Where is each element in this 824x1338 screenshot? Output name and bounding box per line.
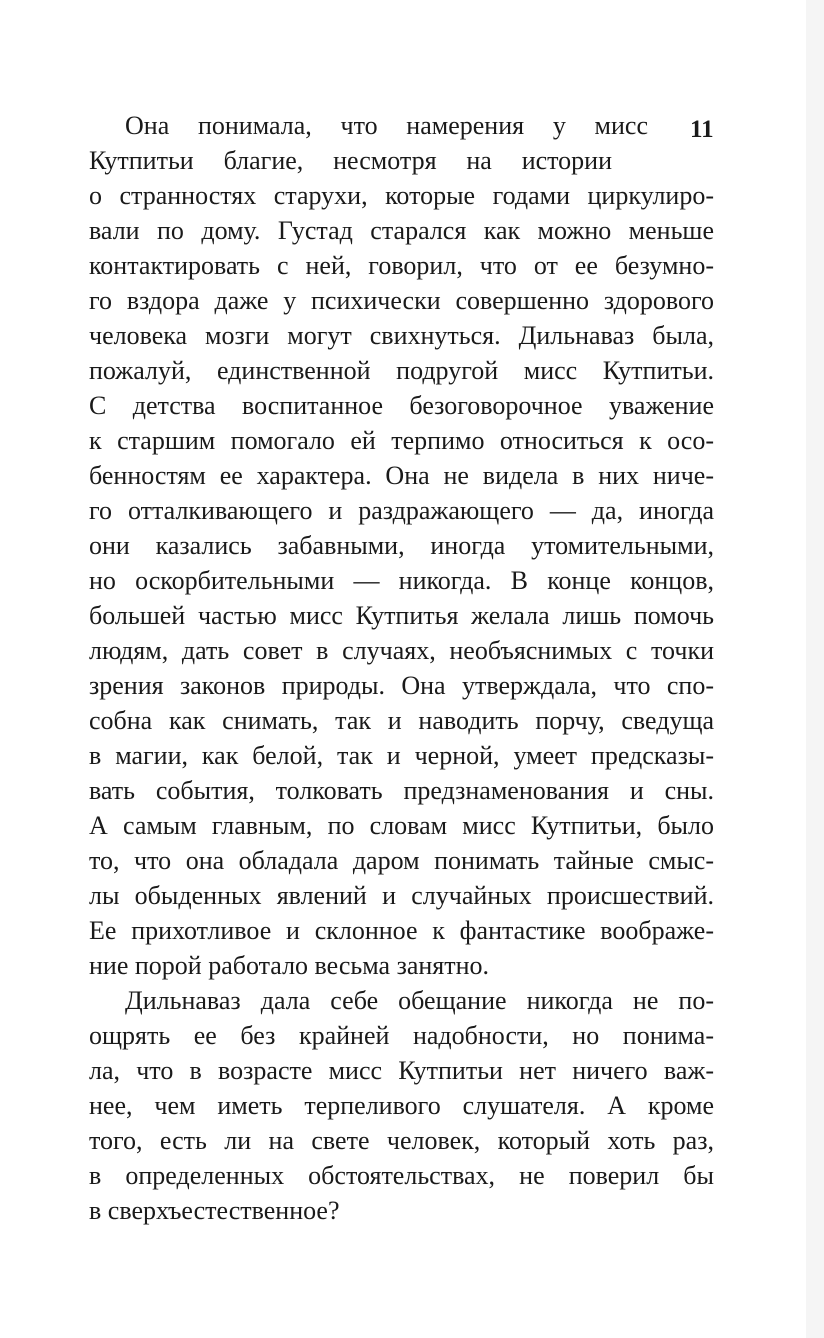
scrollbar-track[interactable] <box>806 0 824 1338</box>
text-line: большей частью мисс Кутпитья желала лишь помочь <box>89 601 714 630</box>
text-line: в сверхъестественное? <box>89 1196 340 1225</box>
text-line: пожалуй, единственной подругой мисс Кутпитьи. <box>89 356 714 385</box>
page-number: 11 <box>690 116 714 143</box>
text-line: Она понимала, что намерения у мисс <box>125 111 648 140</box>
text-line: ние порой работало весьма занятно. <box>89 951 490 980</box>
text-line: Дильнаваз дала себе обещание никогда не по- <box>125 986 714 1015</box>
text-line: о странностях старухи, которые годами циркулиро- <box>89 181 714 210</box>
text-line: к старшим помогало ей терпимо относиться к осо- <box>89 426 714 455</box>
text-body <box>89 108 714 1228</box>
text-line: контактировать с ней, говорил, что от ее безумно- <box>89 251 714 280</box>
text-line: собна как снимать, так и наводить порчу, сведуща <box>89 706 714 735</box>
text-line: бенностям ее характера. Она не видела в них ниче- <box>89 461 714 490</box>
text-line: в определенных обстоятельствах, не поверил бы <box>89 1161 714 1190</box>
text-line: но оскорбительными — никогда. В конце концов, <box>89 566 714 595</box>
text-line: вать события, толковать предзнаменования и сны. <box>89 776 714 805</box>
text-line: А самым главным, по словам мисс Кутпитьи, было <box>89 811 714 840</box>
text-line: нее, чем иметь терпеливого слушателя. А кроме <box>89 1091 714 1120</box>
text-line: го вздора даже у психически совершенно здорового <box>89 286 714 315</box>
text-line: они казались забавными, иногда утомительными, <box>89 531 714 560</box>
text-line: ощрять ее без крайней надобности, но понима- <box>89 1021 714 1050</box>
text-line: Кутпитьи благие, несмотря на истории <box>89 146 612 175</box>
text-line: лы обыденных явлений и случайных происшествий. <box>89 881 714 910</box>
text-line: людям, дать совет в случаях, необъяснимых с точки <box>89 636 714 665</box>
text-line: зрения законов природы. Она утверждала, что спо- <box>89 671 714 700</box>
text-line: Ее прихотливое и склонное к фантастике воображе- <box>89 916 714 945</box>
text-line: в магии, как белой, так и черной, умеет предсказы- <box>89 741 714 770</box>
text-line: того, есть ли на свете человек, который хоть раз, <box>89 1126 714 1155</box>
text-line: ла, что в возрасте мисс Кутпитьи нет ничего важ- <box>89 1056 714 1085</box>
text-line: человека мозги могут свихнуться. Дильнаваз была, <box>89 321 714 350</box>
text-line: С детства воспитанное безоговорочное уважение <box>89 391 714 420</box>
text-line: то, что она обладала даром понимать тайные смыс- <box>89 846 714 875</box>
text-line: го отталкивающего и раздражающего — да, иногда <box>89 496 714 525</box>
text-line: вали по дому. Густад старался как можно меньше <box>89 216 714 245</box>
